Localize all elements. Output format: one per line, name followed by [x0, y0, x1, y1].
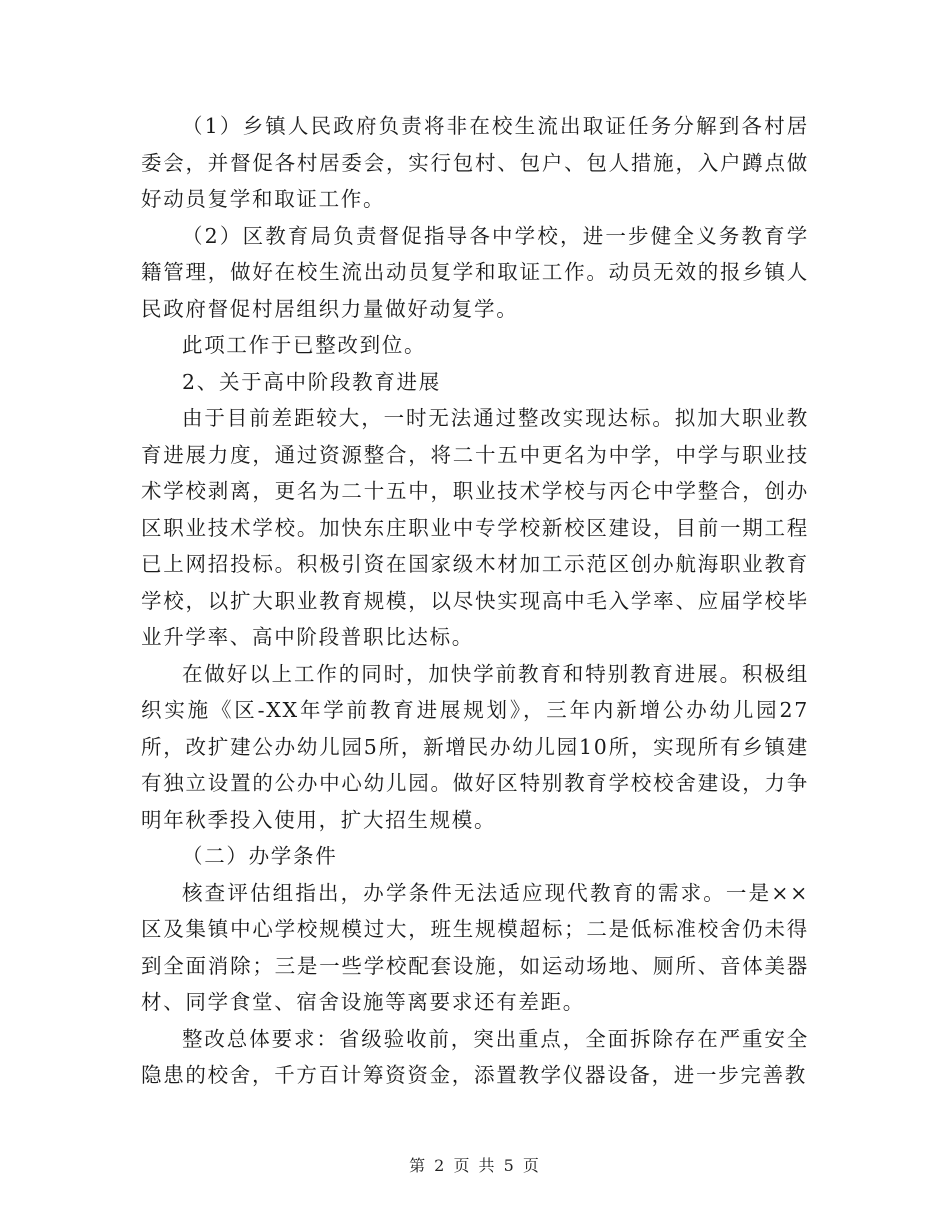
paragraph-9: 整改总体要求：省级验收前，突出重点，全面拆除存在严重安全隐患的校舍，千方百计筹资资金，添置教学仪器设备，进一步完善教 [141, 1026, 809, 1087]
paragraph-8: 核查评估组指出，办学条件无法适应现代教育的需求。一是××区及集镇中心学校规模过大，班生规模超标；二是低标准校舍仍未得到全面消除；三是一些学校配套设施，如运动场地、厕所、音体美器材、同学食堂、宿舍设施等离要求还有差距。 [141, 880, 809, 1014]
paragraph-1: （1）乡镇人民政府负责将非在校生流出取证任务分解到各村居委会，并督促各村居委会，实行包村、包户、包人措施，入户蹲点做好动员复学和取证工作。 [141, 114, 809, 211]
section-heading-school-conditions: （二）办学条件 [182, 844, 338, 868]
paragraph-3: 此项工作于已整改到位。 [182, 333, 427, 357]
paragraph-6: 在做好以上工作的同时，加快学前教育和特别教育进展。积极组织实施《区-XX年学前教育进展规划》，三年内新增公办幼儿园27所，改扩建公办幼儿园5所，新增民办幼儿园10所，实现所有乡镇建有独立设置的公办中心幼儿园。做好区特别教育学校校舍建设，力争明年秋季投入使用，扩大招生规模。 [141, 661, 809, 832]
document-body [141, 108, 809, 1094]
paragraph-2: （2）区教育局负责督促指导各中学校，进一步健全义务教育学籍管理，做好在校生流出动员复学和取证工作。动员无效的报乡镇人民政府督促村居组织力量做好动复学。 [141, 223, 809, 321]
paragraph-5: 由于目前差距较大，一时无法通过整改实现达标。拟加大职业教育进展力度，通过资源整合，将二十五中更名为中学，中学与职业技术学校剥离，更名为二十五中，职业技术学校与丙仑中学整合，创办区职业技术学校。加快东庄职业中专学校新校区建设，目前一期工程已上网招投标。积极引资在国家级木材加工示范区创办航海职业教育学校，以扩大职业教育规模，以尽快实现高中毛入学率、应届学校毕业升学率、高中阶段普职比达标。 [141, 406, 809, 649]
section-heading-high-school: 2、关于高中阶段教育进展 [182, 369, 441, 394]
page-number-footer: 第 2 页 共 5 页 [409, 1156, 541, 1175]
